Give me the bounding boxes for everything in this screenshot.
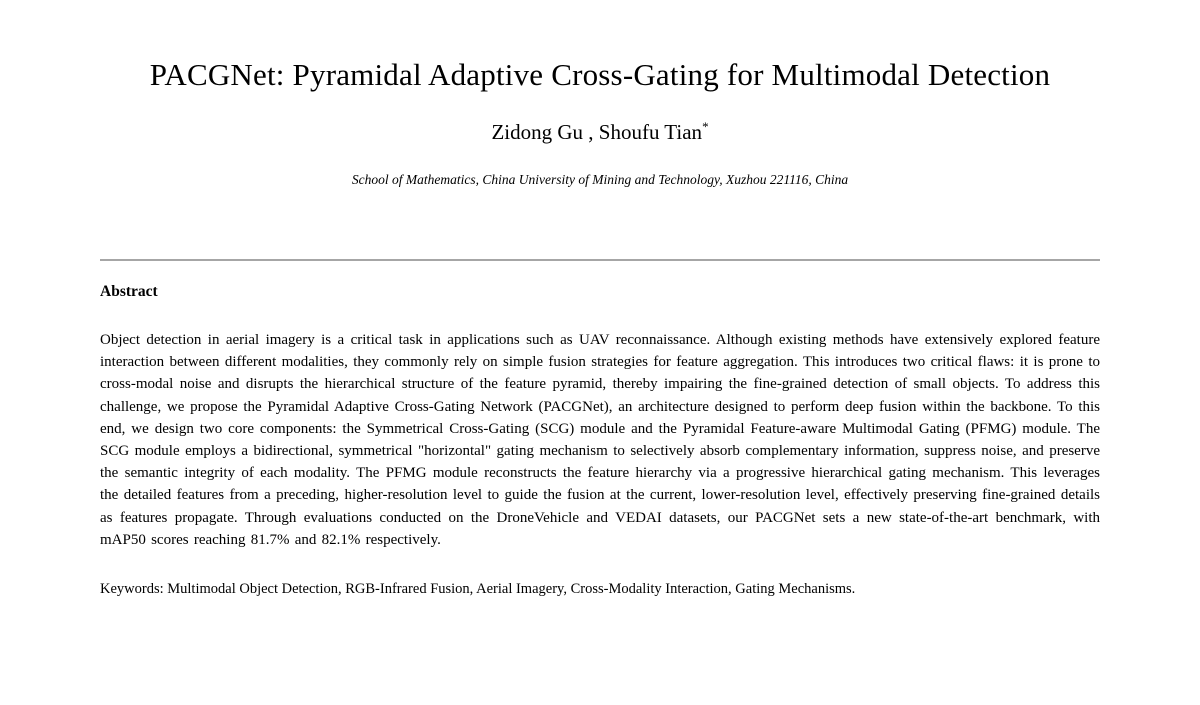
divider-rule bbox=[100, 259, 1100, 261]
paper-page bbox=[100, 57, 1100, 599]
author-names: Zidong Gu , Shoufu Tian bbox=[491, 120, 703, 144]
author-note-asterisk: * bbox=[702, 119, 709, 134]
abstract-text: Object detection in aerial imagery is a critical task in applications such as UAV reconnaissance. Although existing methods have extensively explored feature interaction between different modalities, they commonly rely on simple fusion strategies for feature aggregation. This introduces two critical flaws: it is prone to cross-modal noise and disrupts the hierarchical structure of the feature pyramid, thereby impairing the fine-grained detection of small objects. To address this challenge, we propose the Pyramidal Adaptive Cross-Gating Network (PACGNet), an architecture designed to perform deep fusion within the backbone. To this end, we design two core components: the Symmetrical Cross-Gating (SCG) module and the Pyramidal Feature-aware Multimodal Gating (PFMG) module. The SCG module employs a bidirectional, symmetrical "horizontal" gating mechanism to selectively absorb complementary information, suppress noise, and preserve the semantic integrity of each modality. The PFMG module reconstructs the feature hierarchy via a progressive hierarchical gating mechanism. This leverages the detailed features from a preceding, higher-resolution level to guide the fusion at the current, lower-resolution level, effectively preserving fine-grained details as features propagate. Through evaluations conducted on the DroneVehicle and VEDAI datasets, our PACGNet sets a new state-of-the-art benchmark, with mAP50 scores reaching 81.7% and 82.1% respectively. bbox=[100, 332, 1100, 548]
abstract-heading: Abstract bbox=[100, 283, 158, 300]
paper-title: PACGNet: Pyramidal Adaptive Cross-Gating for Multimodal Detection bbox=[149, 57, 1051, 92]
keywords-line: Keywords: Multimodal Object Detection, RGB-Infrared Fusion, Aerial Imagery, Cross-Modality Interaction, Gating Mechanisms. bbox=[100, 581, 856, 598]
author-line bbox=[100, 118, 1100, 146]
affiliation-line: School of Mathematics, China University of Mining and Technology, Xuzhou 221116, China bbox=[351, 172, 849, 187]
